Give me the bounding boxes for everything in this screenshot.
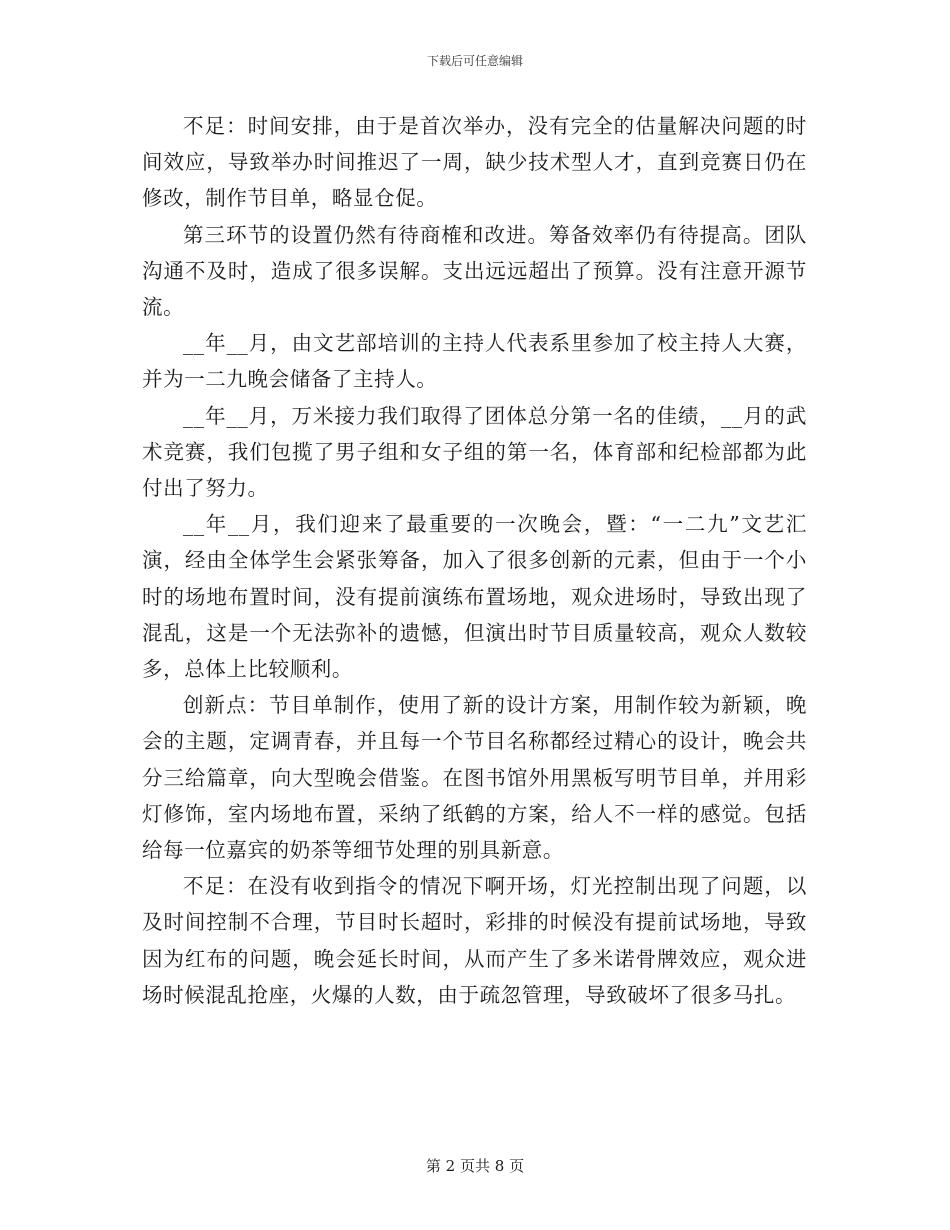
paragraph-innovations: 创新点：节目单制作，使用了新的设计方案，用制作较为新颖，晚会的主题，定调青春，并且每一个节目名称都经过精心的设计，晚会共分三给篇章，向大型晚会借鉴。在图书馆外用黑板写明节目单，并用彩灯修饰，室内场地布置，采纳了纸鹤的方案，给人不一样的感觉。包括给每一位嘉宾的奶茶等细节处理的别具新意。 <box>142 693 807 863</box>
paragraph-shortcomings-timing: 不足：时间安排，由于是首次举办，没有完全的估量解决问题的时间效应，导致举办时间推迟了一周，缺少技术型人才，直到竞赛日仍在修改，制作节目单，略显仓促。 <box>142 114 807 211</box>
document-body <box>142 108 807 1013</box>
page-number-footer: 第 2 页共 8 页 <box>425 1157 525 1175</box>
paragraph-gala-performance: __年__月，我们迎来了最重要的一次晚会，暨：“一二九”文艺汇演，经由全体学生会紧张筹备，加入了很多创新的元素，但由于一个小时的场地布置时间，没有提前演练布置场地，观众进场时，导致出现了混乱，这是一个无法弥补的遗憾，但演出时节目质量较高，观众人数较多，总体上比较顺利。 <box>142 512 807 682</box>
paragraph-relay-martial-arts: __年__月，万米接力我们取得了团体总分第一名的佳绩，__月的武术竞赛，我们包揽了男子组和女子组的第一名，体育部和纪检部都为此付出了努力。 <box>142 403 807 501</box>
page-header: 下载后可任意编辑 <box>426 54 523 68</box>
paragraph-third-segment: 第三环节的设置仍然有待商榷和改进。筹备效率仍有待提高。团队沟通不及时，造成了很多误解。支出远远超出了预算。没有注意开源节流。 <box>142 222 807 320</box>
paragraph-shortcomings-gala: 不足：在没有收到指令的情况下啊开场，灯光控制出现了问题，以及时间控制不合理，节目时长超时，彩排的时候没有提前试场地，导致因为红布的问题，晚会延长时间，从而产生了多米诺骨牌效应，观众进场时候混乱抢座，火爆的人数，由于疏忽管理，导致破坏了很多马扎。 <box>142 874 807 1007</box>
paragraph-host-contest: __年__月，由文艺部培训的主持人代表系里参加了校主持人大赛，并为一二九晚会储备了主持人。 <box>142 331 807 392</box>
